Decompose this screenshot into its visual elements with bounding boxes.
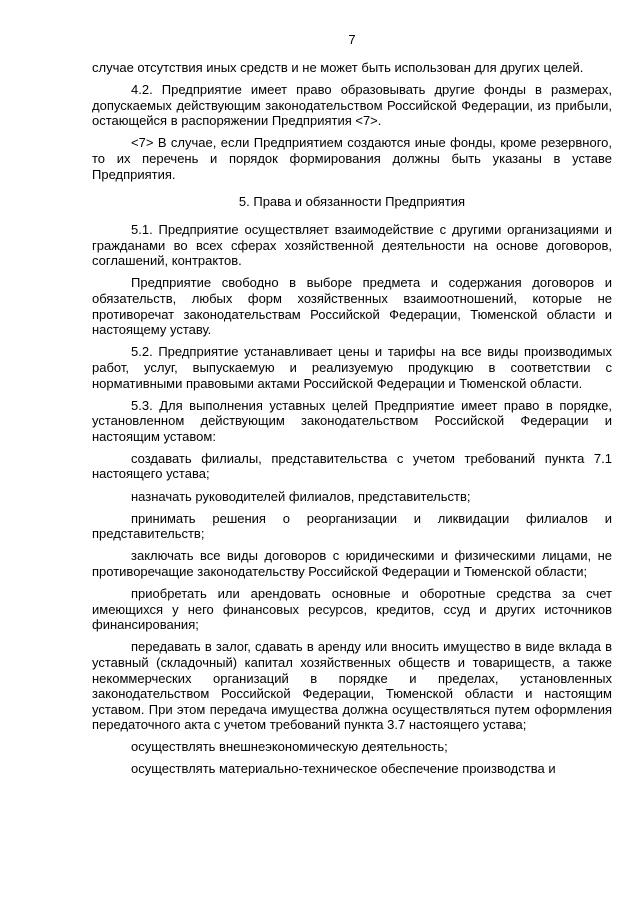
paragraph-4-2: 4.2. Предприятие имеет право образовывать другие фонды в размерах, допускаемых действующим законодательством Российской Федерации, из прибыли, остающейся в распоряжении Предприятия <7>. bbox=[92, 82, 612, 129]
list-item-appoint-heads: назначать руководителей филиалов, представительств; bbox=[131, 488, 471, 504]
list-item-acquire-assets: приобретать или арендовать основные и оборотные средства за счет имеющихся у него финансовых ресурсов, кредитов, ссуд и других источников финансирования; bbox=[92, 586, 612, 633]
paragraph-freedom-of-contract: Предприятие свободно в выборе предмета и содержания договоров и обязательств, любых форм хозяйственных взаимоотношений, которые не противоречат законодательствам Российской Федерации, Тюменской области и настоящему уставу. bbox=[92, 275, 612, 338]
page-number: 7 bbox=[348, 32, 356, 47]
list-item-reorganization: принимать решения о реорганизации и ликвидации филиалов и представительств; bbox=[92, 510, 612, 542]
paragraph-5-2: 5.2. Предприятие устанавливает цены и тарифы на все виды производимых работ, услуг, выпускаемую и реализуемую продукцию в соответствии с нормативными правовыми актами Российской Федерации и Тюменской области. bbox=[92, 344, 612, 391]
document-body bbox=[92, 60, 612, 784]
list-item-pledge-property: передавать в залог, сдавать в аренду или вносить имущество в виде вклада в уставный (складочный) капитал хозяйственных обществ и товариществ, а также некоммерческих организаций в порядке и пределах, установленных законодательством Российской Федерации, Тюменской области и настоящим уставом. При этом передача имущества должна осуществляться путем оформления передаточного акта с учетом требований пункта 3.7 настоящего устава; bbox=[92, 639, 612, 733]
list-item-branches: создавать филиалы, представительства с учетом требований пункта 7.1 настоящего устава; bbox=[92, 450, 612, 482]
section-heading: 5. Права и обязанности Предприятия bbox=[238, 194, 466, 210]
footnote-7: <7> В случае, если Предприятием создаются иные фонды, кроме резервного, то их перечень и порядок формирования должны быть указаны в уставе Предприятия. bbox=[92, 135, 612, 182]
paragraph-continuation: случае отсутствия иных средств и не может быть использован для других целей. bbox=[92, 60, 584, 75]
list-item-foreign-trade: осуществлять внешнеэкономическую деятельность; bbox=[131, 739, 448, 755]
paragraph-5-3: 5.3. Для выполнения уставных целей Предприятие имеет право в порядке, установленном действующим законодательством Российской Федерации и настоящим уставом: bbox=[92, 397, 612, 444]
list-item-contracts: заключать все виды договоров с юридическими и физическими лицами, не противоречащие законодательству Российской Федерации и Тюменской области; bbox=[92, 548, 612, 579]
paragraph-5-1: 5.1. Предприятие осуществляет взаимодействие с другими организациями и гражданами во всех сферах хозяйственной деятельности на основе договоров, соглашений, контрактов. bbox=[92, 222, 612, 269]
list-item-material-supply: осуществлять материально-техническое обеспечение производства и bbox=[131, 761, 556, 777]
